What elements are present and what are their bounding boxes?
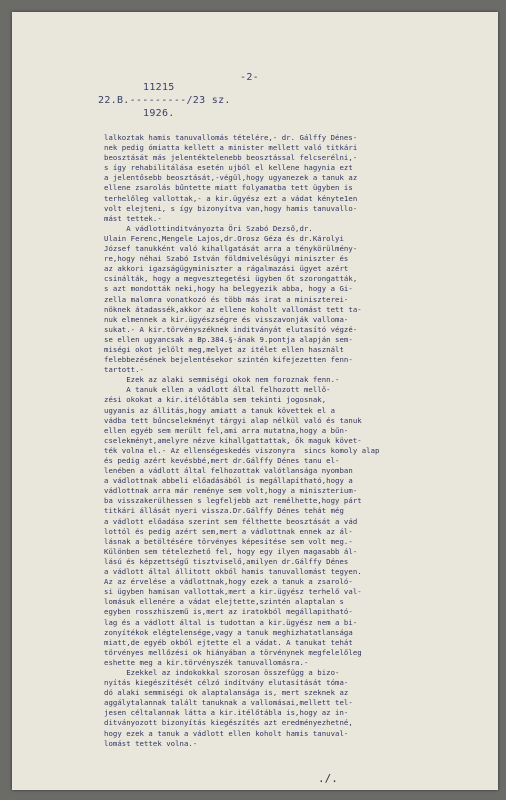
text-line: tartott.- [104, 365, 144, 375]
text-line: lalkoztak hamis tanuvallomás tételére,- dr. Gálffy Dénes- [104, 133, 358, 142]
text-line: cselekményt,amelyre nézve kihallgattattak, ők maguk követ- [104, 435, 362, 445]
text-line: A vádlottinditványozta Öri Szabó Dezső,dr. [104, 223, 313, 233]
text-line: zella malomra vonatkozó és több más irat a miniszterei- [104, 294, 349, 304]
text-line: ditványozott bizonyítás kiegészítés azt eredményezhetné, [104, 718, 353, 728]
text-line: lásnak a betöltésére törvényes képesítése sem volt meg.- [104, 536, 353, 546]
text-line: mást tettek.- [104, 213, 162, 223]
text-line: ellene zsarolás bűntette miatt folyamatba tett ügyben is [104, 183, 353, 193]
text-line: ellen egyéb sem merült fel,ami arra mutatna,hogy a bűn- [104, 425, 349, 435]
text-line: A tanuk ellen a vádlott által felhozott mellő- [104, 385, 331, 395]
text-line: si ügyben hamisan vallottak,mert a kir.ügyész terhelő val- [104, 587, 362, 597]
text-line: Különben sem tételezhető fel, hogy egy ilyen magasabb ál- [104, 546, 358, 556]
text-line: miatt,de egyéb okból ejtette el a vádat. A tanukat tehát [104, 637, 353, 647]
text-line: jesen céltalannak látta a kir.itélőtábla is,hogy az in- [104, 708, 349, 718]
text-line: s azt mondották neki,hogy ha belegyezik abba, hogy a Gi- [104, 284, 353, 294]
text-line: hogy ezek a tanuk a vádlott ellen koholt hamis tanuval- [104, 728, 349, 738]
text-line: beosztását más jelentéktelenebb beosztással felcserélni,- [104, 153, 358, 163]
text-line: a vádlott által állitott okból hamis tanuvallomást tegyen. [104, 567, 362, 577]
text-line: nyítás kiegészítését célzó indítvány elutasítását tóma- [104, 678, 349, 688]
text-line: s így rehabilitálása esetén ujból el kellene hagynia ezt [104, 163, 353, 173]
page-number: -2- [240, 72, 259, 83]
text-line: lású és képzettségű tisztviselő,amilyen dr.Gálffy Dénes [104, 556, 349, 566]
text-line: törvényes mellőzési ok hiányában a törvénynek megfelelőleg [104, 647, 362, 657]
end-mark: ./. [318, 772, 338, 785]
case-reference: 22.B.---------/23 sz. [98, 95, 231, 106]
text-line: lomást tettek volna.- [104, 738, 198, 748]
text-line: ba visszakerülhessen s legfeljebb azt remélhette,hogy párt [104, 496, 362, 506]
text-line: ugyanis az állitás,hogy amiatt a tanuk követtek el a [104, 405, 336, 415]
text-line: az akkori igazságügyminiszter a rágalmazási ügyet azért [104, 264, 349, 274]
document-body [104, 133, 494, 749]
text-line: aggálytalannak talált tanuknak a vallomásai,mellett tel- [104, 698, 353, 708]
text-line: zonyítékok elégtelensége,vagy a tanuk meghizhatatlansága [104, 627, 353, 637]
text-line: lenében a vádlott által felhozottak valótlansága nyomban [104, 466, 353, 476]
document-page [12, 12, 498, 790]
text-line: felebbezésének bejelentésekor szintén kifejezetten fenn- [104, 355, 353, 365]
text-line: volt elejteni, s így bizonyítva van,hogy hamis tanuvallo- [104, 203, 358, 213]
text-line: Ulain Ferenc,Mengele Lajos,dr.Orosz Géza és dr.Károlyi [104, 233, 344, 243]
text-line: Ezekkel az indokokkal szorosan összefügg a bizo- [104, 667, 340, 677]
text-line: lomásuk ellenére a vádat elejtette,szintén alaptalan s [104, 597, 344, 607]
text-line: ték volna el.- Az ellenségeskedés viszonyra sincs komoly alap [104, 445, 380, 455]
text-line: titkári állását nyeri vissza.Dr.Gálffy Dénes tehát még [104, 506, 344, 516]
text-line: lag és a vádlott által is tudottan a kir.ügyész nem a bi- [104, 617, 358, 627]
text-line: dó alaki semmiségi ok alaptalansága is, mert szeknek az [104, 688, 349, 698]
text-line: egyben rosszhiszemű is,mert az iratokból megállapitható- [104, 607, 353, 617]
text-line: a vádlottnak abbeli előadásából is megállapítható,hogy a [104, 476, 353, 486]
text-line: vádba tett bűncselekményt tárgyi alap nélkül való és tanuk [104, 415, 362, 425]
text-line: sukat.- A kir.törvényszéknek inditványát elutasító végzé- [104, 324, 358, 334]
text-line: vádlottnak arra már reménye sem volt,hogy a miniszterium- [104, 486, 358, 496]
text-line: és pedig azért kevésbbé,mert dr.Gálffy Dénes tanu el- [104, 456, 340, 465]
text-line: lottól és pedig azért sem,mert a vádlottnak ennek az ál- [104, 526, 353, 536]
text-line: a jelentősebb beosztását,-végül,hogy ugyanezek a tanuk az [104, 173, 358, 183]
doc-number: 11215 [143, 82, 175, 93]
text-line: nuk elmennek a kir.ügyészségre és visszavonják valloma- [104, 314, 349, 324]
text-line: nek pedig ómiatta kellett a minister mellett való titkári [104, 143, 358, 153]
text-line: se ellen ugyancsak a Bp.384.§-ának 9.pontja alapján sem- [104, 334, 353, 344]
text-line: eshette meg a kir.törvényszék tanuvallomásra.- [104, 657, 309, 667]
year-line: 1926. [143, 108, 175, 119]
text-line: Az az érvelése a vádlottnak,hogy ezek a tanuk a zsaroló- [104, 577, 353, 587]
text-line: zési okokat a kir.itélőtábla sem tekinti jogosnak, [104, 395, 327, 405]
text-line: nöknek átadassék,akkor az ellene koholt vallomást tett ta- [104, 304, 362, 314]
text-line: Ezek az alaki semmiségi okok nem foroznak fenn.- [104, 375, 340, 385]
text-line: a vádlott előadása szerint sem félthette beosztását a vád [104, 516, 358, 526]
text-line: miségi okot jelölt meg,melyet az itélet ellen használt [104, 344, 344, 354]
text-line: József tanukként való kihallgatását arra a ténykörülmény- [104, 244, 358, 254]
text-line: re,hogy néhai Szabó István földmivelésügyi miniszter és [104, 254, 349, 264]
text-line: csinálták, hogy a megvesztegetési ügyben őt szorongatták, [104, 274, 358, 284]
text-line: terhelőleg vallottak,- a kir.ügyész ezt a vádat kényte1en [104, 193, 358, 203]
